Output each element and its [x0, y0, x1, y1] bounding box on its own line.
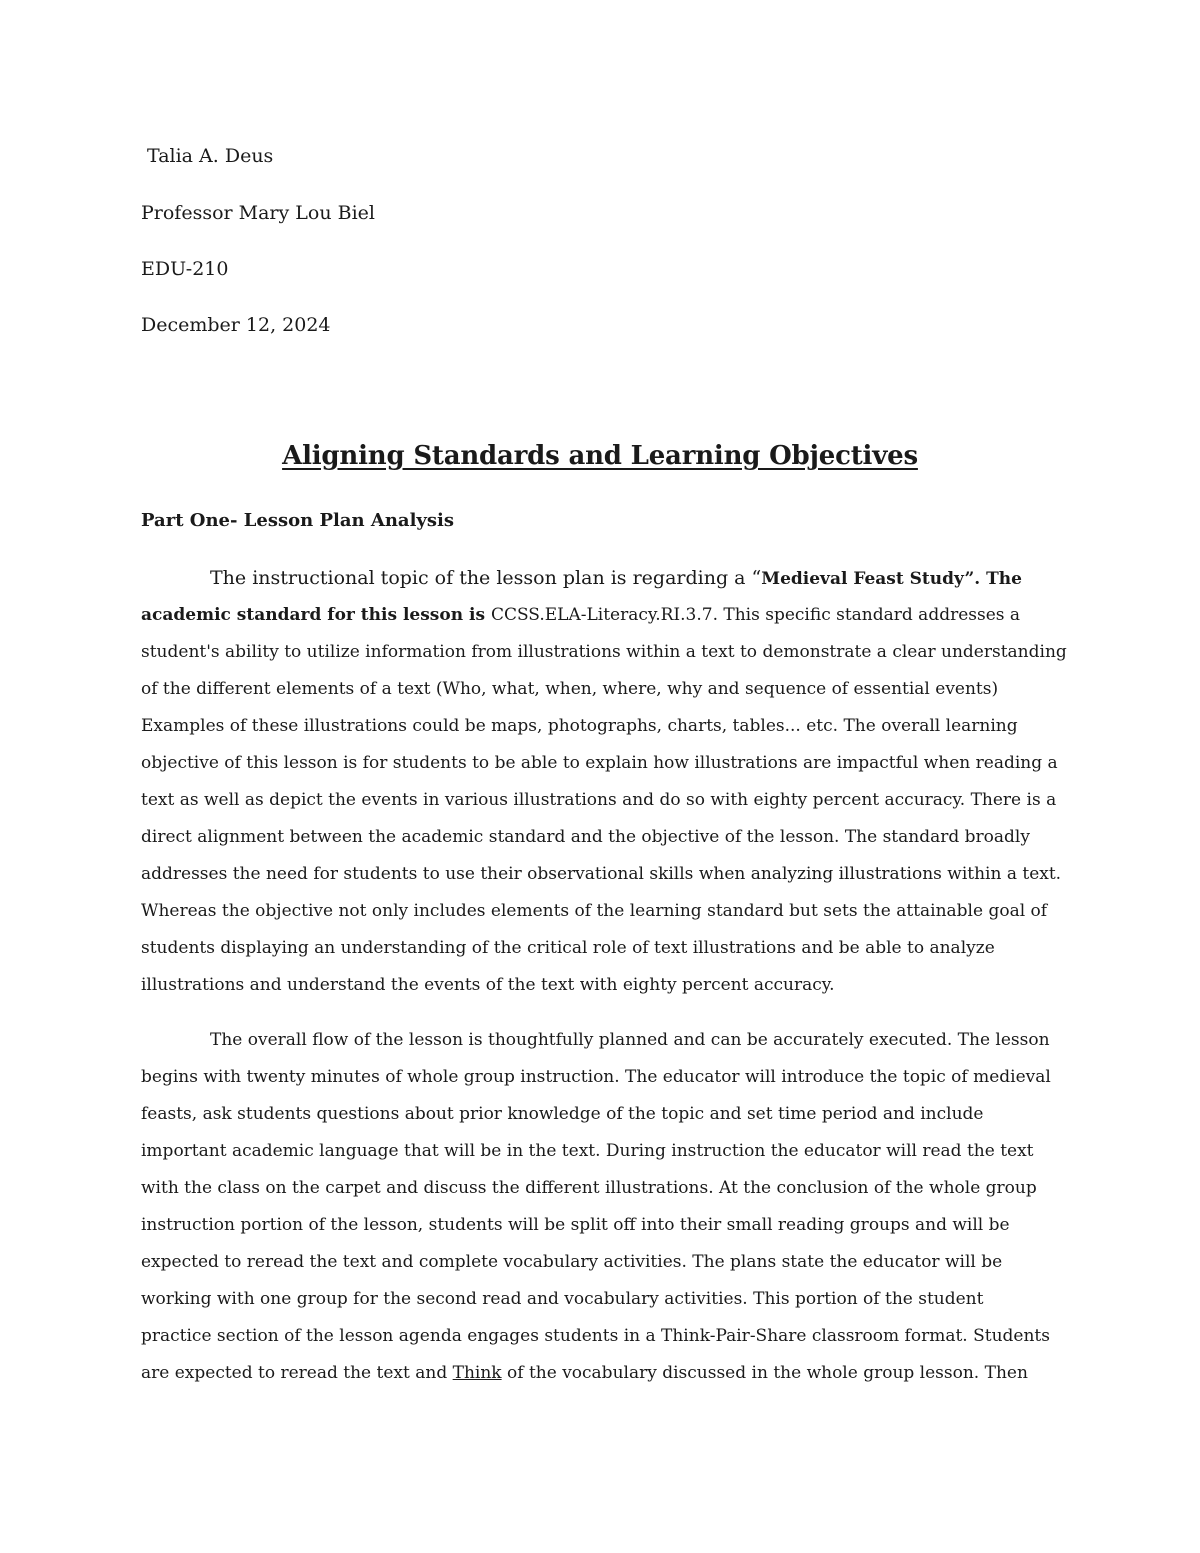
paragraph-line: of the different elements of a text (Who, what, when, where, why and sequence of essential events)	[141, 679, 999, 699]
text-span: are expected to reread the text and	[141, 1363, 453, 1383]
paragraph-line: The overall flow of the lesson is thoughtfully planned and can be accurately executed. The lesson	[210, 1030, 1050, 1050]
paragraph-line: students displaying an understanding of the critical role of text illustrations and be able to analyze	[141, 938, 995, 958]
paragraph-line: direct alignment between the academic standard and the objective of the lesson. The standard broadly	[141, 827, 1030, 847]
paragraph-2	[141, 1022, 1056, 1392]
paragraph-line: Whereas the objective not only includes elements of the learning standard but sets the attainable goal of	[141, 901, 1048, 921]
underlined-text: Think	[452, 1363, 502, 1383]
paragraph-line	[141, 1355, 1056, 1392]
paragraph-line: practice section of the lesson agenda engages students in a Think-Pair-Share classroom format. Students	[141, 1326, 1050, 1346]
paragraph-1	[141, 560, 1067, 1004]
text-span: of the vocabulary discussed in the whole group lesson. Then	[501, 1363, 1028, 1383]
course-code: EDU-210	[141, 258, 229, 280]
author-name: Talia A. Deus	[147, 145, 274, 167]
text-span: CCSS.ELA-Literacy.RI.3.7. This specific standard addresses a	[490, 605, 1021, 625]
document-title: Aligning Standards and Learning Objectives	[282, 441, 918, 471]
paragraph-line: expected to reread the text and complete vocabulary activities. The plans state the educator will be	[141, 1252, 1003, 1272]
paragraph-line: instruction portion of the lesson, students will be split off into their small reading groups and will be	[141, 1215, 1010, 1235]
paragraph-line: text as well as depict the events in various illustrations and do so with eighty percent accuracy. There is a	[141, 790, 1057, 810]
paragraph-line: illustrations and understand the events of the text with eighty percent accuracy.	[141, 975, 835, 995]
paragraph-line: important academic language that will be in the text. During instruction the educator will read the text	[141, 1141, 1034, 1161]
professor-name: Professor Mary Lou Biel	[141, 202, 375, 224]
paragraph-line: addresses the need for students to use their observational skills when analyzing illustrations within a text.	[141, 864, 1062, 884]
section-heading: Part One- Lesson Plan Analysis	[141, 510, 454, 531]
paragraph-line: Examples of these illustrations could be maps, photographs, charts, tables... etc. The overall learning	[141, 716, 1018, 736]
paragraph-line	[141, 560, 1056, 597]
bold-text: academic standard for this lesson is	[141, 605, 491, 625]
paragraph-line: objective of this lesson is for students to be able to explain how illustrations are impactful when reading a	[141, 753, 1058, 773]
paragraph-line: begins with twenty minutes of whole group instruction. The educator will introduce the topic of medieval	[141, 1067, 1051, 1087]
paragraph-line: feasts, ask students questions about prior knowledge of the topic and set time period and include	[141, 1104, 984, 1124]
document-date: December 12, 2024	[141, 314, 331, 336]
paragraph-line: with the class on the carpet and discuss the different illustrations. At the conclusion of the whole group	[141, 1178, 1037, 1198]
paragraph-line: working with one group for the second read and vocabulary activities. This portion of the student	[141, 1289, 984, 1309]
text-span: The instructional topic of the lesson plan is regarding a “	[210, 567, 762, 589]
paragraph-line	[141, 597, 1056, 634]
bold-text: Medieval Feast Study”. The	[761, 569, 1022, 589]
paragraph-line: student's ability to utilize information from illustrations within a text to demonstrate a clear understanding	[141, 642, 1067, 662]
